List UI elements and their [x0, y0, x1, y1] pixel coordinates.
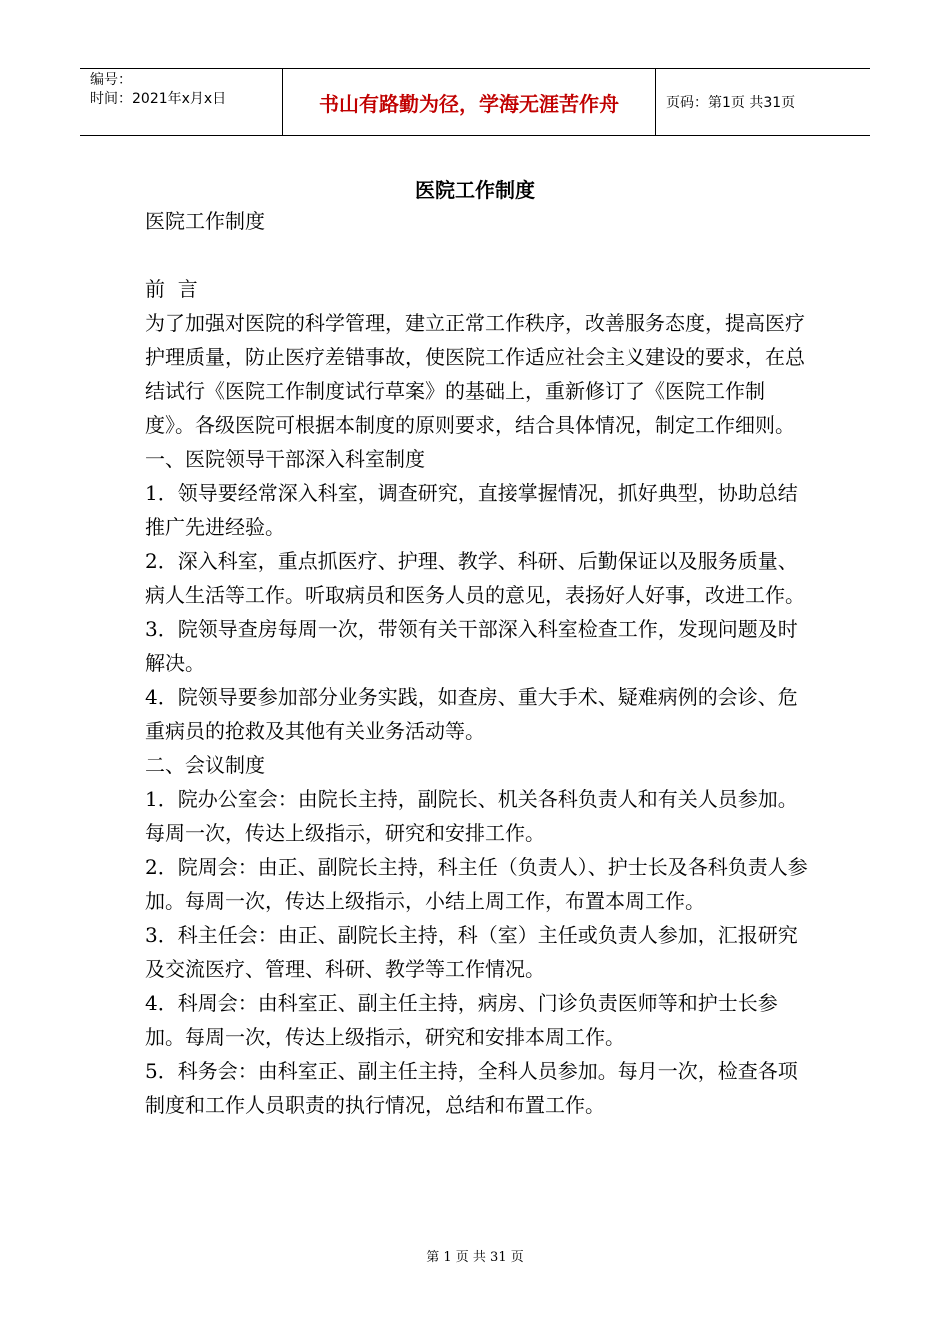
section-heading: 二、会议制度 [145, 753, 265, 777]
section-item: 2．深入科室，重点抓医疗、护理、教学、科研、后勤保证以及服务质量、病人生活等工作。听取病员和医务人员的意见，表扬好人好事，改进工作。 [145, 549, 805, 607]
page-header [80, 68, 870, 136]
time-label: 时间：2021年x月x日 [90, 91, 227, 107]
number-label: 编号： [90, 72, 132, 88]
section-item: 3．院领导查房每周一次，带领有关干部深入科室检查工作，发现问题及时解决。 [145, 617, 798, 675]
preface-heading: 前 言 [145, 277, 198, 301]
section-item: 3．科主任会：由正、副院长主持，科（室）主任或负责人参加，汇报研究及交流医疗、管理、科研、教学等工作情况。 [145, 923, 798, 981]
section-item: 1．院办公室会：由院长主持，副院长、机关各科负责人和有关人员参加。每周一次，传达上级指示，研究和安排工作。 [145, 787, 798, 845]
section-item: 5．科务会：由科室正、副主任主持，全科人员参加。每月一次，检查各项制度和工作人员职责的执行情况，总结和布置工作。 [145, 1059, 798, 1117]
section-item: 1．领导要经常深入科室，调查研究，直接掌握情况，抓好典型，协助总结推广先进经验。 [145, 481, 798, 539]
document-title: 医院工作制度 [415, 178, 535, 202]
header-motto: 书山有路勤为径，学海无涯苦作舟 [282, 69, 656, 135]
section-item: 4．院领导要参加部分业务实践，如查房、重大手术、疑难病例的会诊、危重病员的抢救及其他有关业务活动等。 [145, 685, 798, 743]
document-body [145, 204, 810, 1122]
subtitle: 医院工作制度 [145, 209, 265, 233]
section-heading: 一、医院领导干部深入科室制度 [145, 447, 425, 471]
header-page-code: 页码：第1页 共31页 [666, 95, 796, 111]
section-item: 2．院周会：由正、副院长主持，科主任（负责人）、护士长及各科负责人参加。每周一次，传达上级指示，小结上周工作，布置本周工作。 [145, 855, 808, 913]
page-footer: 第 1 页 共 31 页 [426, 1250, 524, 1265]
header-meta [80, 69, 282, 135]
preface-paragraph: 为了加强对医院的科学管理，建立正常工作秩序，改善服务态度，提高医疗护理质量，防止医疗差错事故，使医院工作适应社会主义建设的要求，在总结试行《医院工作制度试行草案》的基础上，重新修订了《医院工作制度》。各级医院可根据本制度的原则要求，结合具体情况，制定工作细则。 [145, 311, 805, 437]
section-item: 4．科周会：由科室正、副主任主持，病房、门诊负责医师等和护士长参加。每周一次，传达上级指示，研究和安排本周工作。 [145, 991, 778, 1049]
spacer [145, 238, 810, 272]
